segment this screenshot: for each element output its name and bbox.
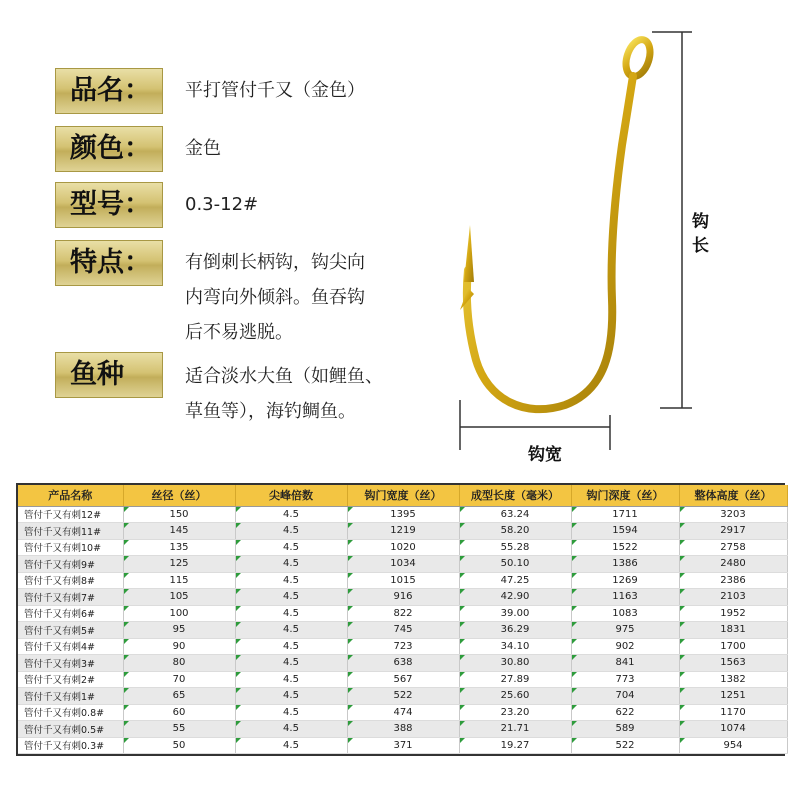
table-row: [18, 688, 787, 705]
table-cell: 745: [347, 622, 459, 639]
table-cell: 4.5: [235, 721, 347, 738]
table-cell: 1219: [347, 523, 459, 540]
spec-value-line: 草鱼等），海钓鲷鱼。: [185, 401, 356, 422]
column-header: 钩门深度（丝）: [571, 485, 679, 506]
table-cell: 90: [123, 638, 235, 655]
table-cell: 589: [571, 721, 679, 738]
spec-value-line: 有倒刺长柄钩，钩尖向: [185, 252, 365, 273]
table-cell: 4.5: [235, 572, 347, 589]
table-row: [18, 556, 787, 573]
table-cell: 70: [123, 671, 235, 688]
spec-value-color: [185, 132, 221, 166]
spec-value-fish: [185, 359, 383, 429]
table-cell: 1386: [571, 556, 679, 573]
hook-shank: [467, 76, 633, 409]
spec-label-model: 型号：: [55, 182, 163, 228]
table-cell: 2917: [679, 523, 787, 540]
product-name-cell: 管付千又有刺0.3#: [18, 737, 123, 754]
table-row: [18, 523, 787, 540]
spec-value-features: [185, 245, 365, 350]
product-name-cell: 管付千又有刺12#: [18, 506, 123, 523]
table-cell: 4.5: [235, 622, 347, 639]
table-cell: 55: [123, 721, 235, 738]
table-cell: 125: [123, 556, 235, 573]
product-name-cell: 管付千又有刺6#: [18, 605, 123, 622]
table-cell: 80: [123, 655, 235, 672]
table-row: [18, 737, 787, 754]
column-header: 丝径（丝）: [123, 485, 235, 506]
table-cell: 105: [123, 589, 235, 606]
table-cell: 1700: [679, 638, 787, 655]
table-cell: 100: [123, 605, 235, 622]
product-name-cell: 管付千又有刺4#: [18, 638, 123, 655]
table-cell: 58.20: [459, 523, 571, 540]
table-cell: 704: [571, 688, 679, 705]
table-cell: 822: [347, 605, 459, 622]
table-cell: 60: [123, 704, 235, 721]
table-cell: 50.10: [459, 556, 571, 573]
column-header: 成型长度（毫米）: [459, 485, 571, 506]
table-cell: 150: [123, 506, 235, 523]
spec-label-features: 特点：: [55, 240, 163, 286]
table-cell: 1015: [347, 572, 459, 589]
table-cell: 21.71: [459, 721, 571, 738]
table-cell: 474: [347, 704, 459, 721]
product-name-cell: 管付千又有刺0.5#: [18, 721, 123, 738]
table-cell: 3203: [679, 506, 787, 523]
table-cell: 975: [571, 622, 679, 639]
table-cell: 23.20: [459, 704, 571, 721]
spec-value-line: 后不易逃脱。: [185, 322, 293, 343]
product-name-cell: 管付千又有刺5#: [18, 622, 123, 639]
table-cell: 25.60: [459, 688, 571, 705]
table-cell: 27.89: [459, 671, 571, 688]
table-cell: 522: [571, 737, 679, 754]
table-cell: 30.80: [459, 655, 571, 672]
table-cell: 2386: [679, 572, 787, 589]
table-cell: 622: [571, 704, 679, 721]
table-row: [18, 539, 787, 556]
table-cell: 841: [571, 655, 679, 672]
product-name-cell: 管付千又有刺9#: [18, 556, 123, 573]
product-name-cell: 管付千又有刺10#: [18, 539, 123, 556]
table-cell: 1020: [347, 539, 459, 556]
table-cell: 1034: [347, 556, 459, 573]
table-row: [18, 589, 787, 606]
table-cell: 4.5: [235, 671, 347, 688]
column-header: 整体高度（丝）: [679, 485, 787, 506]
hook-length-label-char: 钩: [692, 212, 709, 232]
column-header: 钩门宽度（丝）: [347, 485, 459, 506]
table-cell: 1594: [571, 523, 679, 540]
table-cell: 2480: [679, 556, 787, 573]
table-cell: 2103: [679, 589, 787, 606]
table-cell: 1522: [571, 539, 679, 556]
table-cell: 388: [347, 721, 459, 738]
table-cell: 1831: [679, 622, 787, 639]
spec-value-line: 0.3-12#: [185, 194, 259, 215]
table-cell: 773: [571, 671, 679, 688]
spec-value-line: 内弯向外倾斜。鱼吞钩: [185, 287, 365, 308]
table-cell: 4.5: [235, 704, 347, 721]
spec-table: [16, 483, 785, 756]
table-cell: 19.27: [459, 737, 571, 754]
table-cell: 1251: [679, 688, 787, 705]
spec-label-name: 品名：: [55, 68, 163, 114]
table-cell: 4.5: [235, 655, 347, 672]
table-cell: 4.5: [235, 506, 347, 523]
table-cell: 115: [123, 572, 235, 589]
table-cell: 1563: [679, 655, 787, 672]
table-cell: 1395: [347, 506, 459, 523]
hook-eye: [622, 37, 655, 80]
spec-label-fish: 鱼种: [55, 352, 163, 398]
column-header: 产品名称: [18, 485, 123, 506]
table-cell: 63.24: [459, 506, 571, 523]
table-cell: 1074: [679, 721, 787, 738]
spec-value-line: 适合淡水大鱼（如鲤鱼、: [185, 366, 383, 387]
table-cell: 1952: [679, 605, 787, 622]
table-row: [18, 638, 787, 655]
hook-point: [464, 225, 474, 282]
spec-value-line: 金色: [185, 138, 221, 159]
table-row: [18, 622, 787, 639]
table-cell: 1711: [571, 506, 679, 523]
table-row: [18, 572, 787, 589]
spec-value-line: 平打管付千又（金色）: [185, 80, 365, 101]
product-name-cell: 管付千又有刺3#: [18, 655, 123, 672]
hook-length-label-char: 长: [692, 236, 709, 256]
table-cell: 723: [347, 638, 459, 655]
table-cell: 65: [123, 688, 235, 705]
product-name-cell: 管付千又有刺2#: [18, 671, 123, 688]
table-cell: 902: [571, 638, 679, 655]
table-cell: 4.5: [235, 589, 347, 606]
table-cell: 50: [123, 737, 235, 754]
table-cell: 95: [123, 622, 235, 639]
table-cell: 522: [347, 688, 459, 705]
table-cell: 39.00: [459, 605, 571, 622]
table-cell: 567: [347, 671, 459, 688]
table-cell: 4.5: [235, 688, 347, 705]
table-cell: 4.5: [235, 539, 347, 556]
table-row: [18, 605, 787, 622]
table-cell: 1269: [571, 572, 679, 589]
table-row: [18, 671, 787, 688]
table-cell: 638: [347, 655, 459, 672]
product-name-cell: 管付千又有刺0.8#: [18, 704, 123, 721]
table-cell: 42.90: [459, 589, 571, 606]
table-cell: 36.29: [459, 622, 571, 639]
table-cell: 1163: [571, 589, 679, 606]
table-cell: 954: [679, 737, 787, 754]
table-cell: 4.5: [235, 737, 347, 754]
table-cell: 4.5: [235, 605, 347, 622]
table-cell: 371: [347, 737, 459, 754]
table-cell: 34.10: [459, 638, 571, 655]
table-cell: 4.5: [235, 523, 347, 540]
table-cell: 145: [123, 523, 235, 540]
product-name-cell: 管付千又有刺1#: [18, 688, 123, 705]
table-cell: 1170: [679, 704, 787, 721]
table-cell: 2758: [679, 539, 787, 556]
table-row: [18, 655, 787, 672]
hook-diagram: [430, 20, 730, 470]
table-cell: 916: [347, 589, 459, 606]
table-row: [18, 506, 787, 523]
table-cell: 1382: [679, 671, 787, 688]
column-header: 尖峰倍数: [235, 485, 347, 506]
table-cell: 47.25: [459, 572, 571, 589]
table-row: [18, 721, 787, 738]
table-body: [18, 506, 787, 754]
table-row: [18, 704, 787, 721]
table-cell: 55.28: [459, 539, 571, 556]
table-header-row: [18, 485, 787, 506]
table-cell: 1083: [571, 605, 679, 622]
table-cell: 4.5: [235, 556, 347, 573]
hook-length-label: [692, 210, 709, 258]
spec-label-color: 颜色：: [55, 126, 163, 172]
product-name-cell: 管付千又有刺8#: [18, 572, 123, 589]
spec-value-name: [185, 74, 365, 108]
spec-value-model: [185, 188, 258, 222]
product-name-cell: 管付千又有刺11#: [18, 523, 123, 540]
table-cell: 135: [123, 539, 235, 556]
hook-width-label: 钩宽: [528, 445, 562, 465]
fish-hook-illustration: [430, 20, 730, 470]
product-name-cell: 管付千又有刺7#: [18, 589, 123, 606]
table-cell: 4.5: [235, 638, 347, 655]
